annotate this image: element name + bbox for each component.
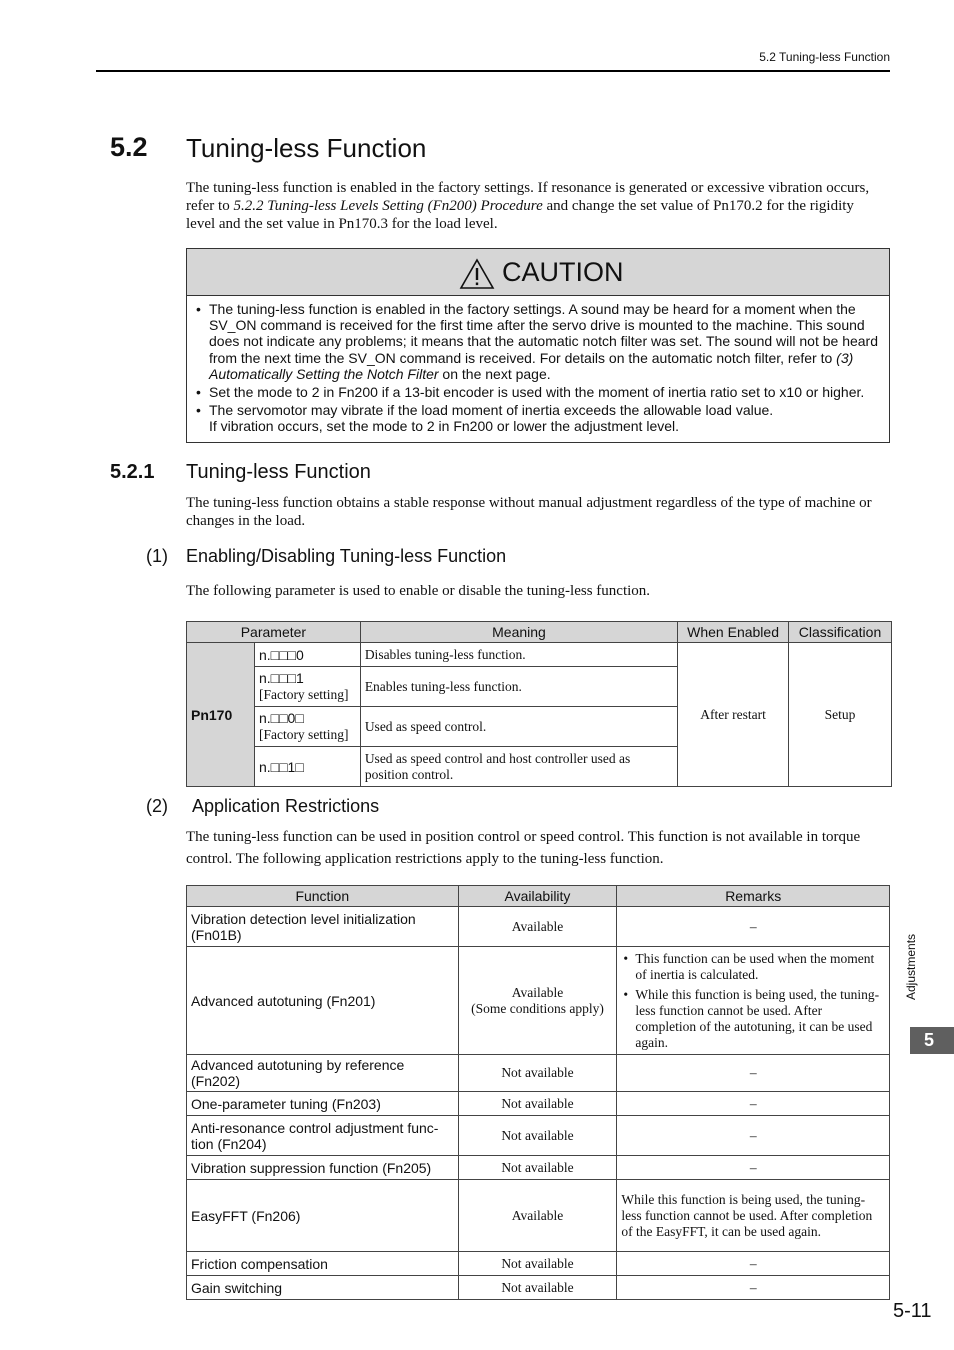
enable-heading-number: (1) — [146, 546, 168, 566]
availability: Not available — [458, 1092, 617, 1116]
availability: Not available — [458, 1276, 617, 1300]
parameter-meaning: Enables tuning-less function. — [360, 667, 677, 707]
remarks: – — [617, 1156, 890, 1180]
remarks: While this function is being used, the tuning-less function cannot be used. After completion of the EasyFFT, it can be used again. — [617, 1180, 890, 1252]
table-header-row — [187, 886, 890, 907]
remark-item: • This function can be used when the moment of inertia is calculated. — [635, 951, 885, 983]
caution-header — [187, 249, 889, 296]
parameter-table — [186, 621, 892, 787]
chapter-side-label-text: Adjustments — [904, 933, 918, 1000]
parameter-code: n.□□□1 — [258, 670, 304, 686]
caution-item — [209, 402, 881, 434]
parameter-code-cell — [254, 667, 360, 707]
parameter-meaning: Used as speed control. — [360, 707, 677, 747]
availability: Available — [458, 907, 617, 947]
caution-list — [187, 296, 889, 435]
caution-box — [186, 248, 890, 443]
table-row — [187, 1092, 890, 1116]
header-rule — [96, 70, 890, 72]
parameter-code: n.□□□0 — [254, 643, 360, 667]
parameter-meaning: Disables tuning-less function. — [360, 643, 677, 667]
remarks-list — [621, 951, 885, 1051]
caution-item: • Set the mode to 2 in Fn200 if a 13-bit encoder is used with the moment of inertia ratio set to x10 or higher. — [209, 384, 881, 400]
function-name: Advanced autotuning by reference (Fn202) — [187, 1055, 459, 1092]
chapter-tab[interactable]: 5 — [910, 1027, 954, 1054]
availability: Not available — [458, 1156, 617, 1180]
section-intro — [186, 179, 886, 233]
when-enabled-value: After restart — [678, 643, 789, 787]
subsection-intro: The tuning-less function obtains a stable response without manual adjustment regardless of the type of machine or changes in the load. — [186, 495, 872, 529]
subsection-title: Tuning-less Function — [186, 461, 371, 483]
warning-triangle-icon — [459, 258, 495, 290]
table-row — [187, 1156, 890, 1180]
availability: Not available — [458, 1252, 617, 1276]
chapter-side-label — [898, 900, 928, 1030]
header-availability: Availability — [458, 886, 617, 907]
enable-heading-title: Enabling/Disabling Tuning-less Function — [186, 546, 507, 566]
header-when-enabled: When Enabled — [678, 622, 789, 643]
intro-text-start: The tuning-less function is enabled in the factory settings. If resonance is generated or excessive vibration occurs, refer to — [186, 180, 870, 214]
remarks-cell — [617, 947, 890, 1055]
function-name: Anti-resonance control adjustment func-tion (Fn204) — [187, 1116, 459, 1156]
apply-heading-number: (2) — [146, 796, 168, 816]
table-row — [187, 947, 890, 1055]
availability-note: (Some conditions apply) — [471, 1000, 604, 1016]
caution-cross-reference[interactable]: (3) Automatically Setting the Notch Filter — [209, 349, 854, 382]
factory-setting-note: [Factory setting] — [258, 727, 349, 742]
table-row — [187, 907, 890, 947]
availability: Available — [511, 984, 564, 1000]
availability: Not available — [458, 1055, 617, 1092]
enable-intro: The following parameter is used to enable or disable the tuning-less function. — [186, 583, 651, 599]
availability-cell — [458, 947, 617, 1055]
table-row — [187, 1180, 890, 1252]
remarks: – — [617, 1055, 890, 1092]
function-name: Advanced autotuning (Fn201) — [187, 947, 459, 1055]
function-name: Gain switching — [187, 1276, 459, 1300]
parameter-meaning: Used as speed control and host controller used as position control. — [360, 747, 677, 787]
apply-intro: The tuning-less function can be used in position control or speed control. This function is not available in torque control. The following application restrictions apply to the tuning-less function. — [186, 829, 861, 867]
apply-heading-title: Application Restrictions — [192, 796, 380, 816]
table-header-row — [187, 622, 892, 643]
header-classification: Classification — [789, 622, 892, 643]
intro-cross-reference[interactable]: 5.2.2 Tuning-less Levels Setting (Fn200) Procedure — [233, 198, 543, 214]
remarks: – — [617, 1276, 890, 1300]
availability: Not available — [458, 1116, 617, 1156]
remarks: – — [617, 1116, 890, 1156]
running-head: 5.2 Tuning-less Function — [759, 50, 890, 64]
caution-item-text: If vibration occurs, set the mode to 2 in Fn200 or lower the adjustment level. — [209, 418, 680, 435]
factory-setting-note: [Factory setting] — [258, 687, 349, 702]
section-title: Tuning-less Function — [186, 133, 427, 163]
table-row — [187, 643, 892, 667]
remarks: – — [617, 1252, 890, 1276]
header-function: Function — [187, 886, 459, 907]
parameter-code: n.□□1□ — [254, 747, 360, 787]
header-parameter: Parameter — [187, 622, 361, 643]
caution-item — [209, 301, 881, 382]
caution-item-text: The tuning-less function is enabled in the factory settings. A sound may be heard for a moment when the SV_ON command is received for the first time after the servo drive is mounted to the machine. This sound does not indicate any problems; it means that the automatic notch filter was set. The sound will not be heard from the next time the SV_ON command is received. For details on the automatic notch filter, refer to — [209, 301, 879, 366]
header-meaning: Meaning — [360, 622, 677, 643]
remarks: – — [617, 1092, 890, 1116]
restrictions-table — [186, 885, 890, 1300]
table-row — [187, 1252, 890, 1276]
classification-value: Setup — [789, 643, 892, 787]
function-name: Vibration detection level initialization (Fn01B) — [187, 907, 459, 947]
header-remarks: Remarks — [617, 886, 890, 907]
section-number: 5.2 — [110, 132, 148, 162]
parameter-code-cell — [254, 707, 360, 747]
availability: Available — [458, 1180, 617, 1252]
caution-item-text: The servomotor may vibrate if the load moment of inertia exceeds the allowable load value. — [209, 402, 774, 419]
caution-title: CAUTION — [502, 257, 624, 287]
caution-item-text: on the next page. — [438, 365, 551, 382]
function-name: One-parameter tuning (Fn203) — [187, 1092, 459, 1116]
table-row — [187, 1116, 890, 1156]
subsection-number: 5.2.1 — [110, 461, 155, 483]
page-number: 5-11 — [893, 1300, 932, 1322]
function-name: EasyFFT (Fn206) — [187, 1180, 459, 1252]
parameter-name: Pn170 — [187, 643, 255, 787]
intro-text-end: and change the set value of Pn170.2 for the rigidity level and the set value in Pn170.3 for the load level. — [186, 198, 854, 232]
remark-item: • While this function is being used, the tuning-less function cannot be used. After completion of the autotuning, it can be used again. — [635, 987, 885, 1051]
function-name: Vibration suppression function (Fn205) — [187, 1156, 459, 1180]
table-row — [187, 1276, 890, 1300]
parameter-code: n.□□0□ — [258, 710, 304, 726]
remarks: – — [617, 907, 890, 947]
function-name: Friction compensation — [187, 1252, 459, 1276]
table-row — [187, 1055, 890, 1092]
